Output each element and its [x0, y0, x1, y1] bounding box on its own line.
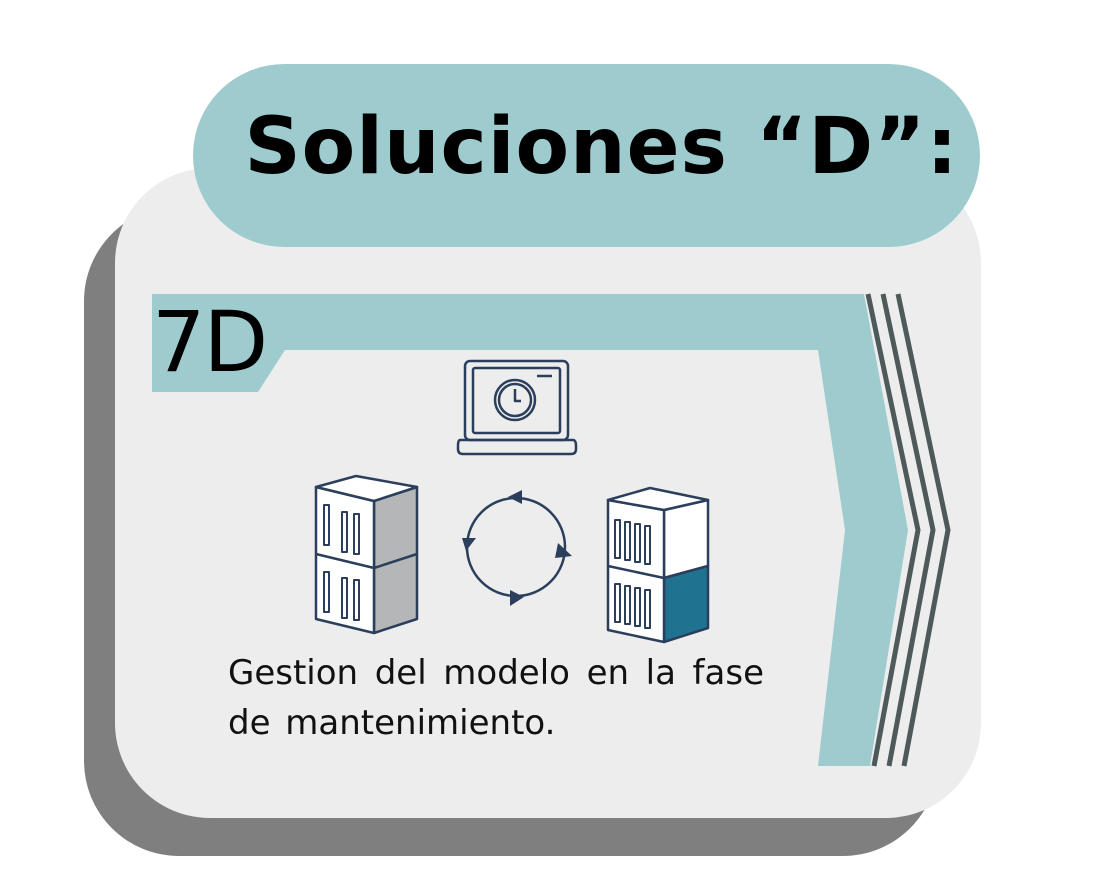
- page-title: Soluciones “D”:: [244, 101, 959, 192]
- building-right-icon: [608, 488, 708, 642]
- laptop-clock-icon: [458, 361, 576, 454]
- building-left-icon: [316, 476, 417, 633]
- description-text: Gestion del modelo en la fase de mantenimiento.: [228, 653, 764, 743]
- dimension-label: 7D: [152, 293, 267, 391]
- title-banner: [193, 64, 980, 247]
- cycle-arrows-icon: [462, 490, 572, 606]
